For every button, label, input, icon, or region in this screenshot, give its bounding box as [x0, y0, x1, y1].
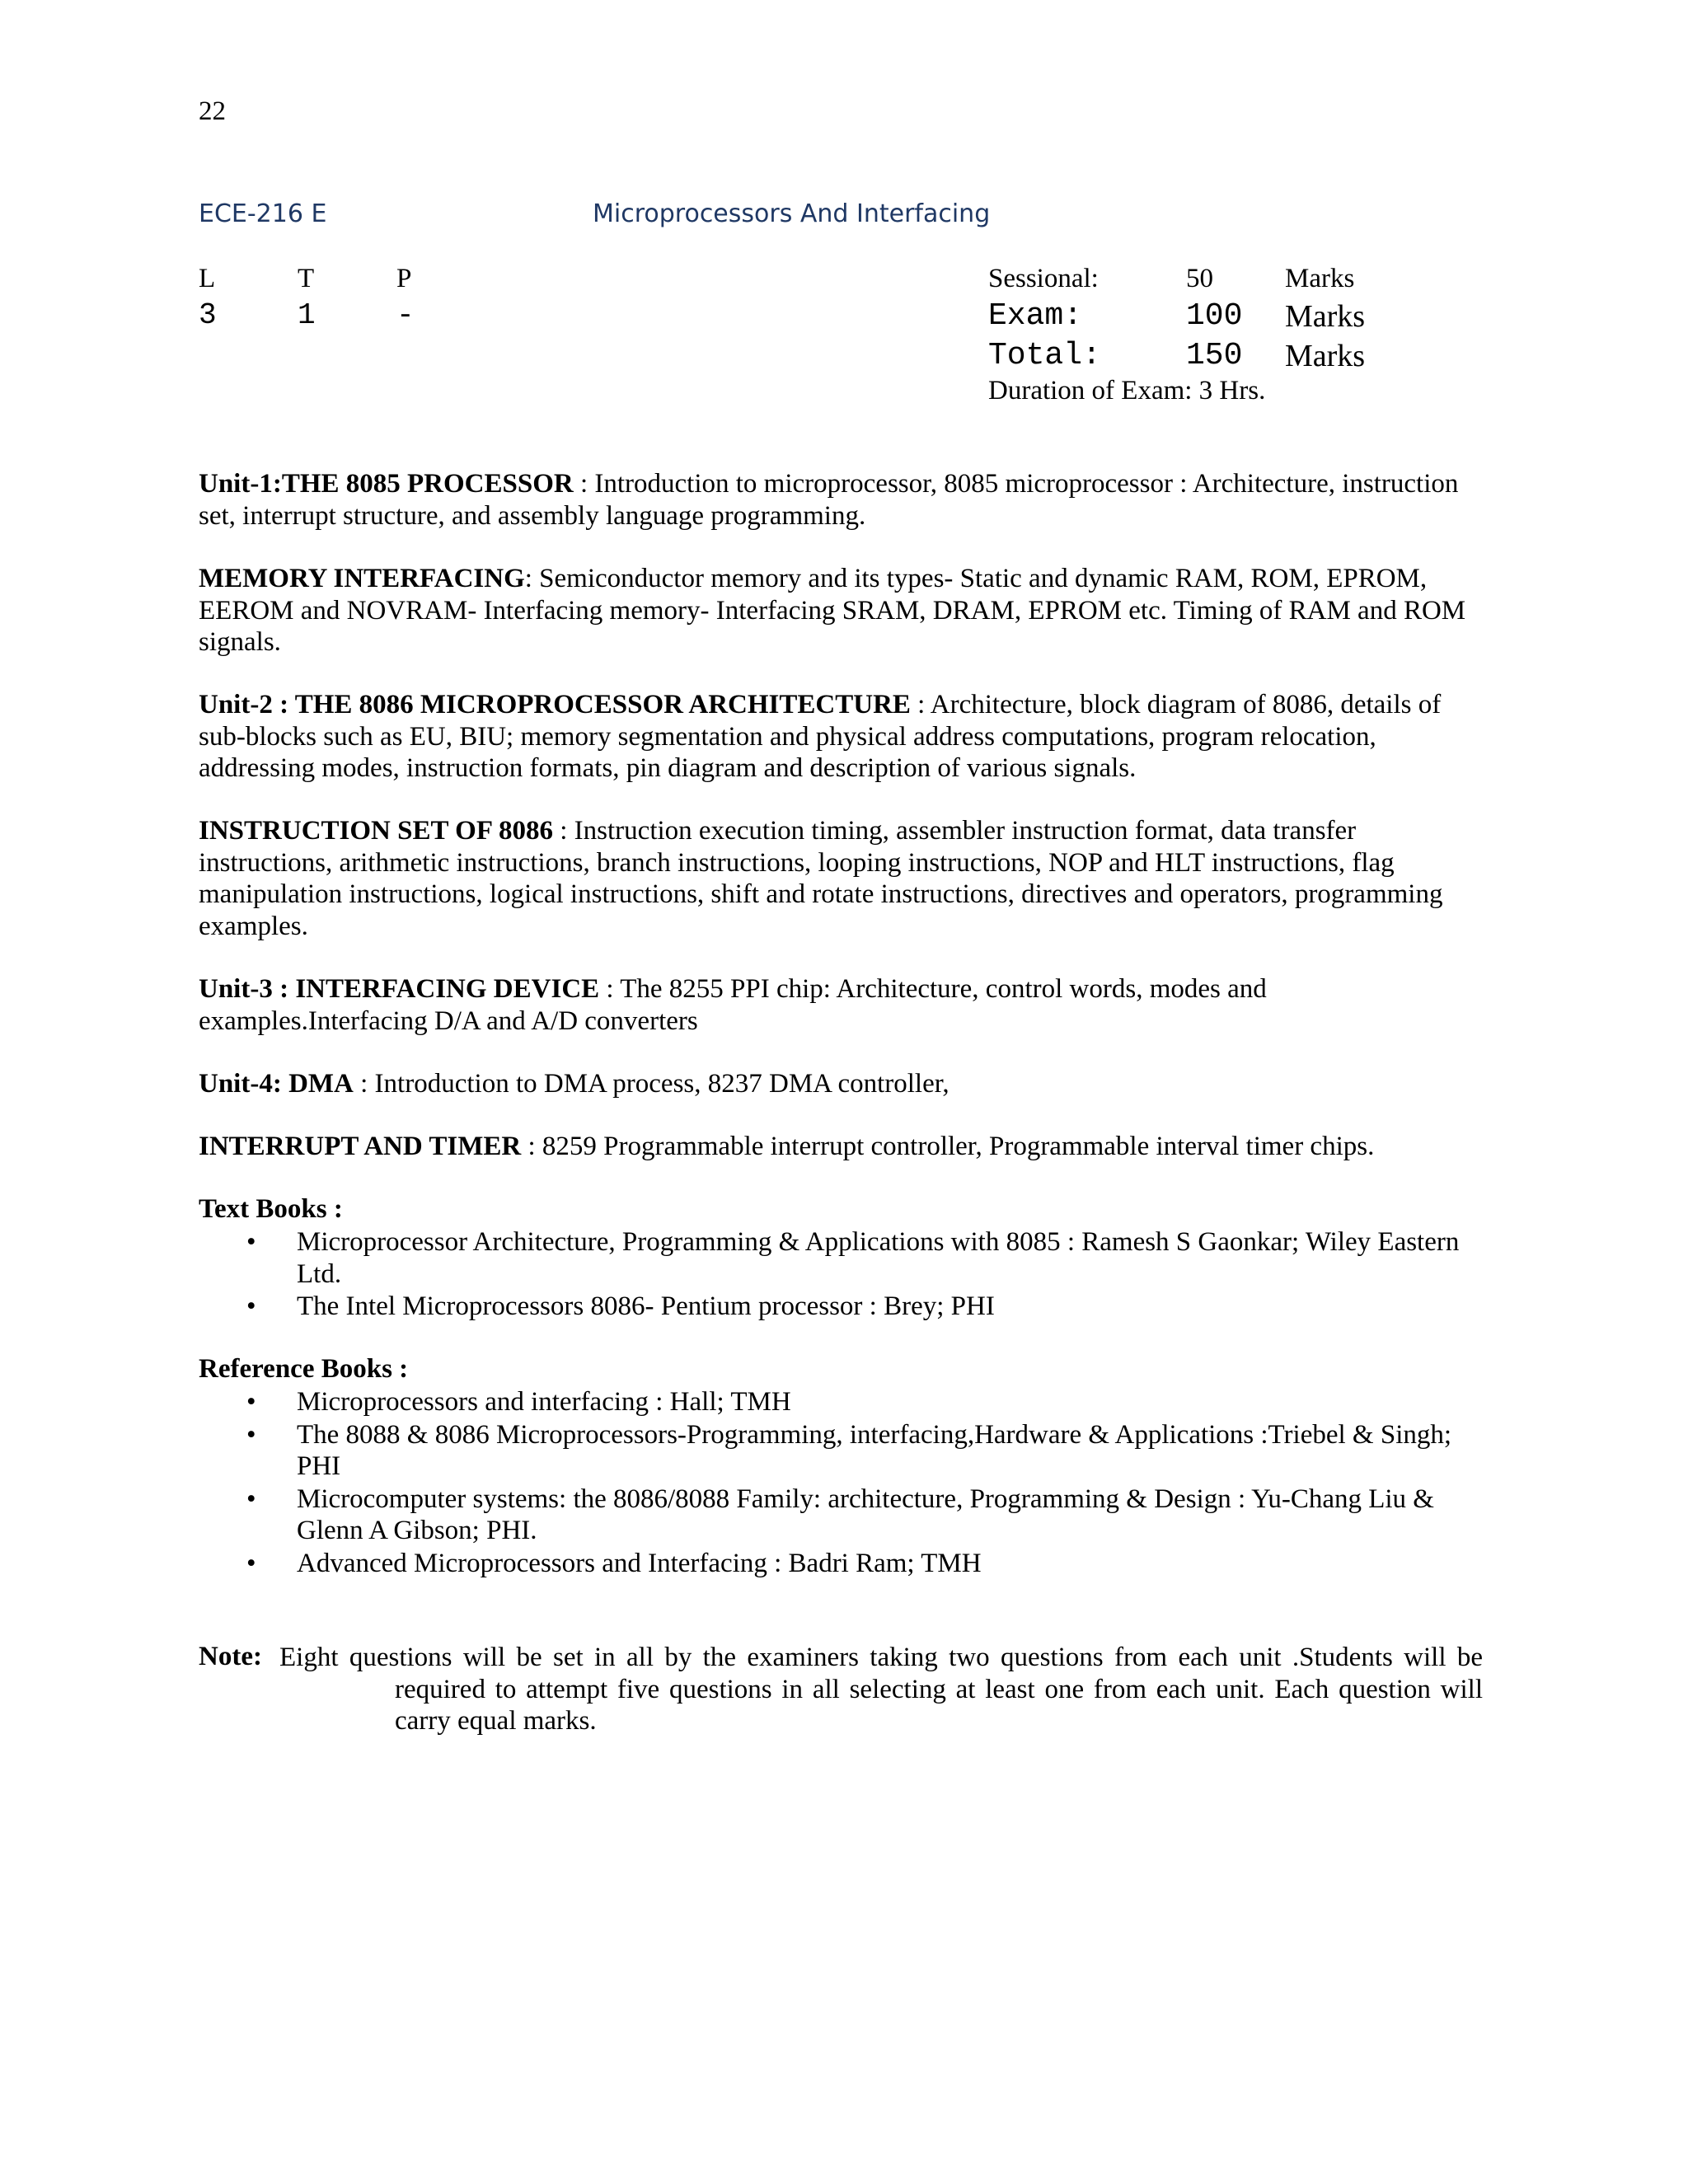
section-unit-4 — [199, 1068, 1484, 1100]
ltp-value-p: - — [396, 298, 415, 332]
ltp-header-p: P — [396, 264, 412, 293]
section-memory-interfacing — [199, 563, 1484, 658]
section-heading: MEMORY INTERFACING — [199, 564, 525, 593]
section-heading: Unit-4: DMA — [199, 1069, 354, 1099]
list-item — [199, 1291, 1484, 1323]
ltp-value-l: 3 — [199, 298, 217, 332]
ltp-header-l: L — [199, 264, 216, 293]
section-interrupt-timer — [199, 1131, 1484, 1163]
book-entry: Microprocessors and interfacing : Hall; TMH — [297, 1387, 791, 1417]
exam-value: 100 — [1186, 298, 1243, 334]
sessional-unit: Marks — [1285, 264, 1355, 293]
section-text: : Instruction execution timing, assembler instruction format, data transfer instructions, arithmetic instructions, branch instructions, looping instructions, NOP and HLT instructions, flag manipulation instructions, logical instructions, shift and rotate instructions, directives and operators, programming examples. — [199, 816, 1443, 941]
section-text: : The 8255 PPI chip: Architecture, control words, modes and examples.Interfacing D/A and A/D converters — [199, 974, 1267, 1036]
book-entry: Microprocessor Architecture, Programming & Applications with 8085 : Ramesh S Gaonkar; Wiley Eastern Ltd. — [297, 1227, 1460, 1289]
bullet-icon: • — [246, 1291, 256, 1321]
text-books-heading: Text Books : — [199, 1194, 343, 1224]
section-heading: Unit-3 : INTERFACING DEVICE — [199, 974, 600, 1004]
total-value: 150 — [1186, 338, 1243, 373]
course-title: Microprocessors And Interfacing — [593, 199, 991, 228]
bullet-icon: • — [246, 1419, 256, 1450]
section-text: : 8259 Programmable interrupt controller, Programmable interval timer chips. — [521, 1132, 1375, 1161]
ltp-value-t: 1 — [298, 298, 316, 332]
list-item — [199, 1226, 1484, 1290]
section-heading: INSTRUCTION SET OF 8086 — [199, 816, 554, 846]
section-text: : Introduction to DMA process, 8237 DMA controller, — [353, 1069, 950, 1099]
section-heading: Unit-1:THE 8085 PROCESSOR — [199, 469, 574, 499]
book-entry: Advanced Microprocessors and Interfacing : Badri Ram; TMH — [297, 1548, 982, 1578]
list-item — [199, 1386, 1484, 1418]
list-item — [199, 1419, 1484, 1483]
section-unit-1 — [199, 468, 1484, 532]
total-unit: Marks — [1285, 339, 1366, 373]
section-heading: Unit-2 : THE 8086 MICROPROCESSOR ARCHITECTURE — [199, 690, 911, 719]
exam-duration: Duration of Exam: 3 Hrs. — [988, 376, 1266, 405]
book-entry: The 8088 & 8086 Microprocessors-Programming, interfacing,Hardware & Applications :Triebel & Singh; PHI — [297, 1419, 1452, 1481]
section-text: : Semiconductor memory and its types- Static and dynamic RAM, ROM, EPROM, EEROM and NOVRAM- Interfacing memory- Interfacing SRAM, DRAM, EPROM etc. Timing of RAM and ROM signals. — [199, 564, 1466, 657]
note-text — [279, 1642, 1483, 1737]
exam-unit: Marks — [1285, 299, 1366, 334]
book-entry: Microcomputer systems: the 8086/8088 Family: architecture, Programming & Design : Yu-Chang Liu & Glenn A Gibson; PHI. — [297, 1483, 1434, 1545]
section-text: : Introduction to microprocessor, 8085 microprocessor : Architecture, instruction set, interrupt structure, and assembly language programming. — [199, 469, 1459, 531]
bullet-icon: • — [246, 1483, 256, 1514]
list-item — [199, 1483, 1484, 1547]
section-unit-3 — [199, 973, 1484, 1037]
bullet-icon: • — [246, 1548, 256, 1578]
total-label: Total: — [988, 338, 1101, 373]
book-entry: The Intel Microprocessors 8086- Pentium processor : Brey; PHI — [297, 1291, 995, 1321]
text-books-list — [199, 1226, 1484, 1324]
section-text: : Architecture, block diagram of 8086, details of sub-blocks such as EU, BIU; memory segmentation and physical address computations, program relocation, addressing modes, instruction formats, pin diagram and description of various signals. — [199, 690, 1442, 783]
ltp-header-t: T — [298, 264, 315, 293]
note-line-1: Eight questions will be set in all by the examiners taking two questions from each unit .Students will be — [279, 1643, 1483, 1672]
reference-books-heading: Reference Books : — [199, 1354, 409, 1384]
reference-books-list — [199, 1386, 1484, 1580]
sessional-value: 50 — [1186, 264, 1213, 293]
bullet-icon: • — [246, 1227, 256, 1257]
page-number: 22 — [199, 96, 226, 126]
list-item — [199, 1548, 1484, 1580]
bullet-icon: • — [246, 1387, 256, 1417]
note-line-rest: required to attempt five questions in all selecting at least one from each unit. Each question will carry equal marks. — [395, 1674, 1483, 1736]
section-heading: INTERRUPT AND TIMER — [199, 1132, 522, 1161]
sessional-label: Sessional: — [988, 264, 1099, 293]
exam-label: Exam: — [988, 298, 1083, 334]
course-code: ECE-216 E — [199, 199, 327, 228]
section-unit-2 — [199, 689, 1484, 785]
section-instruction-set — [199, 815, 1484, 942]
note-label: Note: — [199, 1642, 262, 1671]
